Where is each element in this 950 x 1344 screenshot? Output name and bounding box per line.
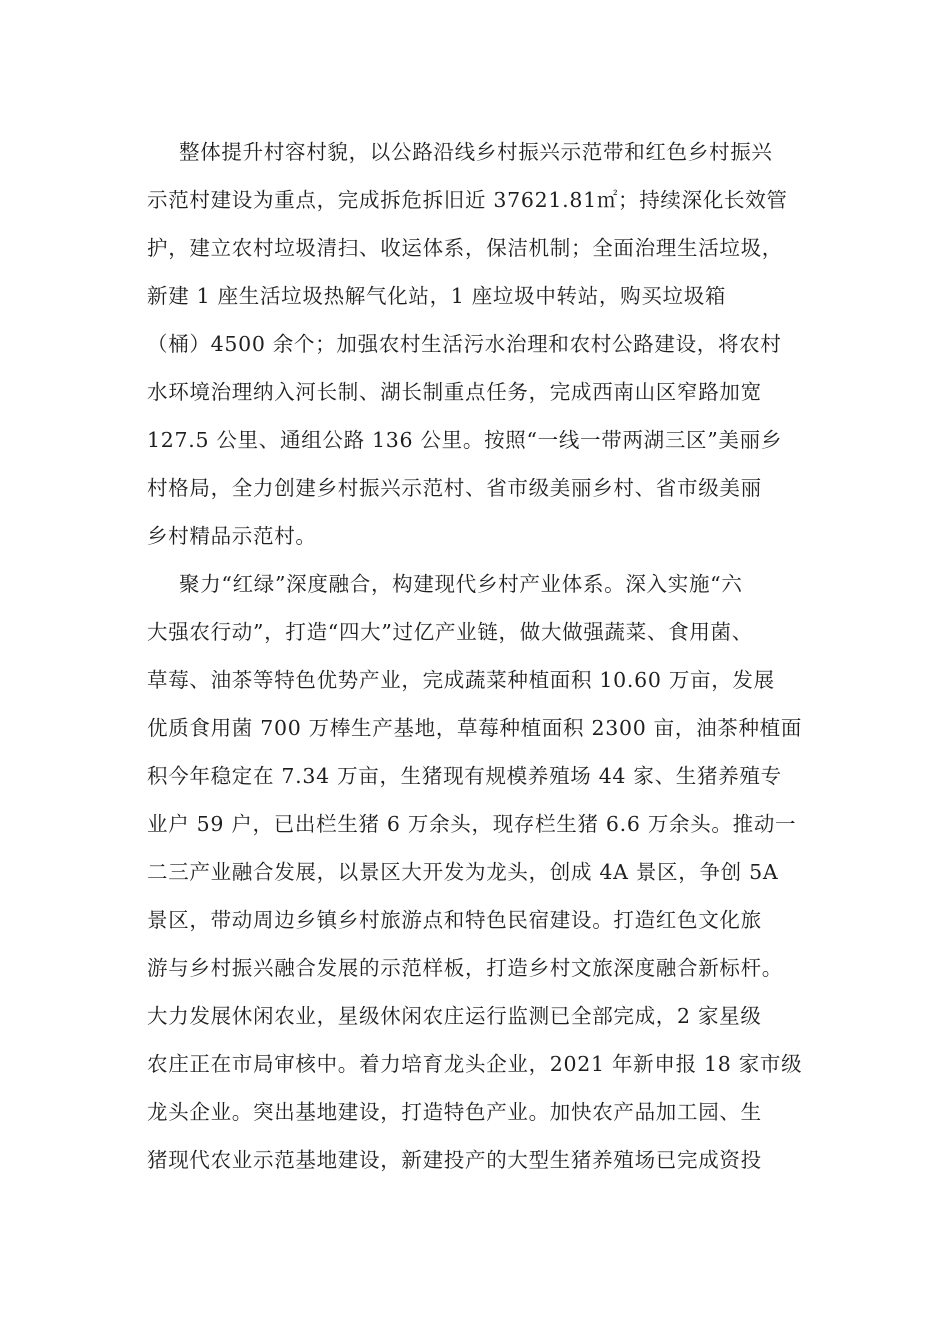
paragraph-2-line-7: 二三产业融合发展，以景区大开发为龙头，创成 4A 景区，争创 5A <box>147 860 779 884</box>
paragraph-2-line-1: 聚力“红绿”深度融合，构建现代乡村产业体系。深入实施“六 <box>179 572 743 596</box>
paragraph-1-line-6: 水环境治理纳入河长制、湖长制重点任务，完成西南山区窄路加宽 <box>147 380 762 404</box>
paragraph-1-line-9: 乡村精品示范村。 <box>147 524 317 548</box>
paragraph-1-line-5: （桶）4500 余个；加强农村生活污水治理和农村公路建设，将农村 <box>147 332 782 356</box>
paragraph-2-line-9: 游与乡村振兴融合发展的示范样板，打造乡村文旅深度融合新标杆。 <box>147 956 783 980</box>
paragraph-2-line-13: 猪现代农业示范基地建设，新建投产的大型生猪养殖场已完成资投 <box>147 1148 762 1172</box>
paragraph-2-line-6: 业户 59 户，已出栏生猪 6 万余头，现存栏生猪 6.6 万余头。推动一 <box>147 812 797 836</box>
paragraph-2-line-2: 大强农行动”，打造“四大”过亿产业链，做大做强蔬菜、食用菌、 <box>147 620 753 644</box>
paragraph-1-line-4: 新建 1 座生活垃圾热解气化站，1 座垃圾中转站，购买垃圾箱 <box>147 284 727 308</box>
paragraph-2-line-5: 积今年稳定在 7.34 万亩，生猪现有规模养殖场 44 家、生猪养殖专 <box>147 764 782 788</box>
paragraph-2-line-4: 优质食用菌 700 万棒生产基地，草莓种植面积 2300 亩，油茶种植面 <box>147 716 803 740</box>
paragraph-2-line-12: 龙头企业。突出基地建设，打造特色产业。加快农产品加工园、生 <box>147 1100 762 1124</box>
paragraph-1-line-8: 村格局，全力创建乡村振兴示范村、省市级美丽乡村、省市级美丽 <box>147 476 762 500</box>
paragraph-1-line-1: 整体提升村容村貌，以公路沿线乡村振兴示范带和红色乡村振兴 <box>179 140 773 164</box>
paragraph-1-line-2: 示范村建设为重点，完成拆危拆旧近 37621.81㎡；持续深化长效管 <box>147 188 788 212</box>
paragraph-2-line-11: 农庄正在市局审核中。着力培育龙头企业，2021 年新申报 18 家市级 <box>147 1052 803 1076</box>
paragraph-2-line-8: 景区，带动周边乡镇乡村旅游点和特色民宿建设。打造红色文化旅 <box>147 908 762 932</box>
paragraph-1-line-7: 127.5 公里、通组公路 136 公里。按照“一线一带两湖三区”美丽乡 <box>147 428 783 452</box>
paragraph-1-line-3: 护，建立农村垃圾清扫、收运体系，保洁机制；全面治理生活垃圾， <box>147 236 783 260</box>
paragraph-2-line-10: 大力发展休闲农业，星级休闲农庄运行监测已全部完成，2 家星级 <box>147 1004 762 1028</box>
paragraph-2-line-3: 草莓、油茶等特色优势产业，完成蔬菜种植面积 10.60 万亩，发展 <box>147 668 775 692</box>
